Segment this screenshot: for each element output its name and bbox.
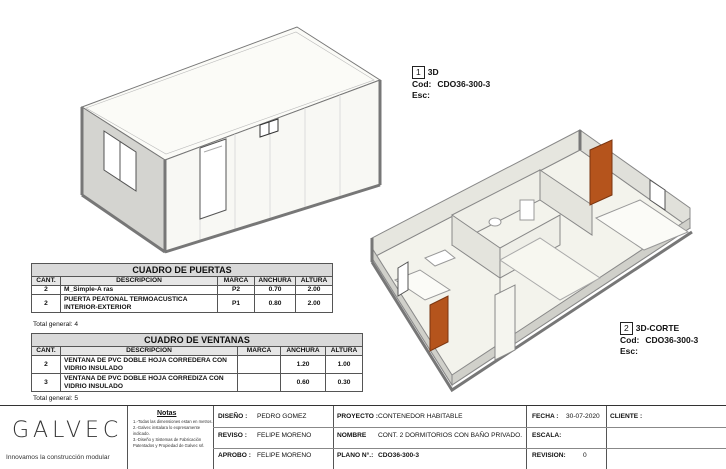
aprobo-label: APROBO : [218, 452, 251, 459]
cell-altura: 1.00 [326, 356, 363, 374]
table-row [32, 286, 333, 295]
cell-marca [238, 356, 281, 374]
column-header: ALTURA [296, 277, 333, 286]
view-name: 3D-CORTE [635, 323, 680, 333]
column-header: DESCRIPCION [61, 347, 238, 356]
column-header: ANCHURA [281, 347, 326, 356]
cell-marca: P2 [218, 286, 255, 295]
table-row [32, 374, 363, 392]
cell-altura: 0.30 [326, 374, 363, 392]
company-tagline: Innovamos la construcción modular [6, 454, 110, 461]
cell-cant: 3 [32, 374, 61, 392]
cod-value: CDO36-300-3 [645, 335, 699, 345]
column-header: DESCRIPCION [61, 277, 218, 286]
plano-label: PLANO N°.: [337, 452, 374, 459]
column-header: MARCA [238, 347, 281, 356]
cell-cant: 2 [32, 295, 61, 313]
table-title: CUADRO DE PUERTAS [32, 264, 333, 277]
view-number: 1 [412, 66, 425, 79]
diseno-label: DISEÑO : [218, 413, 248, 420]
cell-desc: VENTANA DE PVC DOBLE HOJA CORREDERA CON VIDRIO INSULADO [61, 356, 238, 374]
note-item: 3.-Diseño y Sistemas de Fabricación Patentados y Propiedad de Galvec srl. [133, 437, 205, 448]
cell-desc: PUERTA PEATONAL TERMOACUSTICA INTERIOR-EXTERIOR [61, 295, 218, 313]
cell-desc: VENTANA DE PVC DOBLE HOJA CORREDIZA CON VIDRIO INSULADO [61, 374, 238, 392]
cell-anchura: 1.20 [281, 356, 326, 374]
plano-value: CDO36-300-3 [378, 452, 420, 459]
cod-label: Cod: [412, 79, 432, 89]
reviso-value: FELIPE MORENO [257, 432, 312, 439]
cod-label: Cod: [620, 335, 640, 345]
windows-total: Total general: 5 [33, 395, 79, 402]
cell-cant: 2 [32, 286, 61, 295]
view-name: 3D [427, 67, 439, 77]
esc-label: Esc: [620, 346, 638, 356]
table-row [32, 356, 363, 374]
doors-total: Total general: 4 [33, 321, 79, 328]
escala-label: ESCALA: [532, 432, 562, 439]
cod-value: CDO36-300-3 [437, 79, 491, 89]
view-label-3d [412, 66, 490, 101]
proyecto-value: CONTENEDOR HABITABLE [378, 413, 463, 420]
column-header: CANT. [32, 277, 61, 286]
cell-anchura: 0.60 [281, 374, 326, 392]
galvec-logo: GALVEC [12, 418, 123, 443]
view-label-3d-corte [620, 322, 698, 357]
diseno-value: PEDRO GOMEZ [257, 413, 307, 420]
cliente-label: CLIENTE : [610, 413, 643, 420]
cell-altura: 2.00 [296, 295, 333, 313]
cell-altura: 2.00 [296, 286, 333, 295]
cell-desc: M_Simple-A ras [61, 286, 218, 295]
revision-value: 0 [583, 452, 587, 459]
cell-anchura: 0.80 [255, 295, 296, 313]
reviso-label: REVISO : [218, 432, 247, 439]
fecha-value: 30-07-2020 [566, 413, 600, 420]
column-header: ALTURA [326, 347, 363, 356]
revision-label: REVISION: [532, 452, 566, 459]
aprobo-value: FELIPE MORENO [257, 452, 312, 459]
cell-anchura: 0.70 [255, 286, 296, 295]
notes-title: Notas [157, 410, 177, 417]
table-row [32, 295, 333, 313]
nombre-label: NOMBRE [337, 432, 367, 439]
note-item: 1.-Todas las dimensiones estan en metros. [133, 419, 213, 424]
column-header: ANCHURA [255, 277, 296, 286]
view-number: 2 [620, 322, 633, 335]
windows-schedule-table [31, 333, 363, 392]
table-title: CUADRO DE VENTANAS [32, 334, 363, 347]
notes-list [133, 419, 213, 449]
proyecto-label: PROYECTO : [337, 413, 378, 420]
cell-marca [238, 374, 281, 392]
column-header: CANT. [32, 347, 61, 356]
esc-label: Esc: [412, 90, 430, 100]
note-item: 2.-Galvec instalara lo expresamente indicado. [133, 425, 201, 436]
cell-marca: P1 [218, 295, 255, 313]
column-header: MARCA [218, 277, 255, 286]
doors-schedule-table [31, 263, 333, 313]
fecha-label: FECHA : [532, 413, 559, 420]
nombre-value: CONT. 2 DORMITORIOS CON BAÑO PRIVADO. [378, 432, 523, 439]
cell-cant: 2 [32, 356, 61, 374]
